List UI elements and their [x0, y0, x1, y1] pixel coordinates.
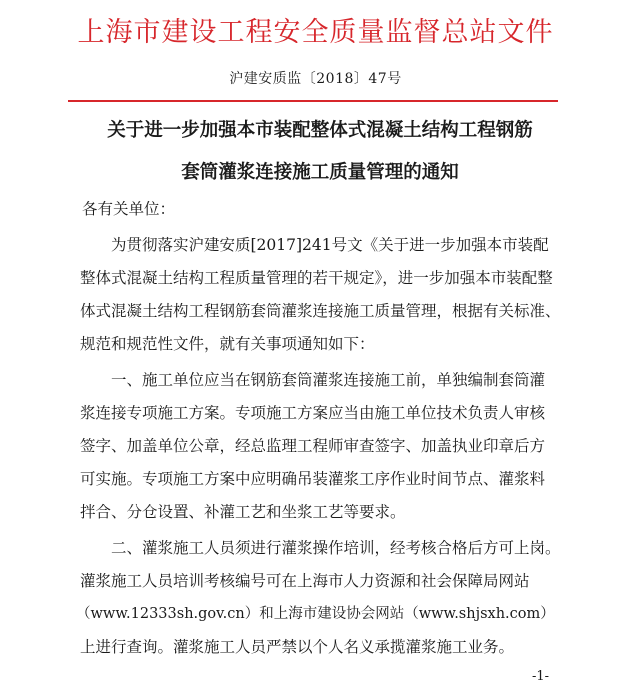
body-line: 为贯彻落实沪建安质[2017]241号文《关于进一步加强本市装配 — [111, 236, 549, 254]
notice-title-line-1: 关于进一步加强本市装配整体式混凝土结构工程钢筋 — [107, 120, 533, 141]
body-line: 签字、加盖单位公章，经总监理工程师审查签字、加盖执业印章后方 — [80, 437, 546, 455]
body-line: 一、施工单位应当在钢筋套筒灌浆连接施工前，单独编制套筒灌 — [111, 371, 546, 389]
body-line: 浆连接专项施工方案。专项施工方案应当由施工单位技术负责人审核 — [80, 404, 546, 422]
body-line: 灌浆施工人员培训考核编号可在上海市人力资源和社会保障局网站 — [80, 572, 530, 590]
body-line-urls: （www.12333sh.gov.cn）和上海市建设协会网站（www.shjsxh.com） — [76, 606, 555, 622]
body-line: 体式混凝土结构工程钢筋套筒灌浆连接施工质量管理，根据有关标准、 — [80, 302, 561, 320]
body-line: 可实施。专项施工方案中应明确吊装灌浆工序作业时间节点、灌浆料 — [80, 470, 546, 488]
body-line: 拌合、分仓设置、补灌工艺和坐浆工艺等要求。 — [80, 503, 406, 521]
body-line: 上进行查询。灌浆施工人员严禁以个人名义承揽灌浆施工业务。 — [80, 638, 515, 656]
red-divider-line — [68, 100, 558, 102]
body-line: 规范和规范性文件，就有关事项通知如下： — [80, 335, 375, 353]
body-line: 二、灌浆施工人员须进行灌浆操作培训，经考核合格后方可上岗。 — [111, 539, 561, 557]
document-number: 沪建安质监〔2018〕47号 — [229, 71, 402, 87]
body-line: 整体式混凝土结构工程质量管理的若干规定》，进一步加强本市装配整 — [80, 269, 553, 287]
page-number: -1- — [532, 669, 550, 684]
issuing-organization-header: 上海市建设工程安全质量监督总站文件 — [77, 17, 554, 48]
notice-title-line-2: 套筒灌浆连接施工质量管理的通知 — [181, 162, 459, 183]
salutation: 各有关单位： — [82, 200, 176, 218]
